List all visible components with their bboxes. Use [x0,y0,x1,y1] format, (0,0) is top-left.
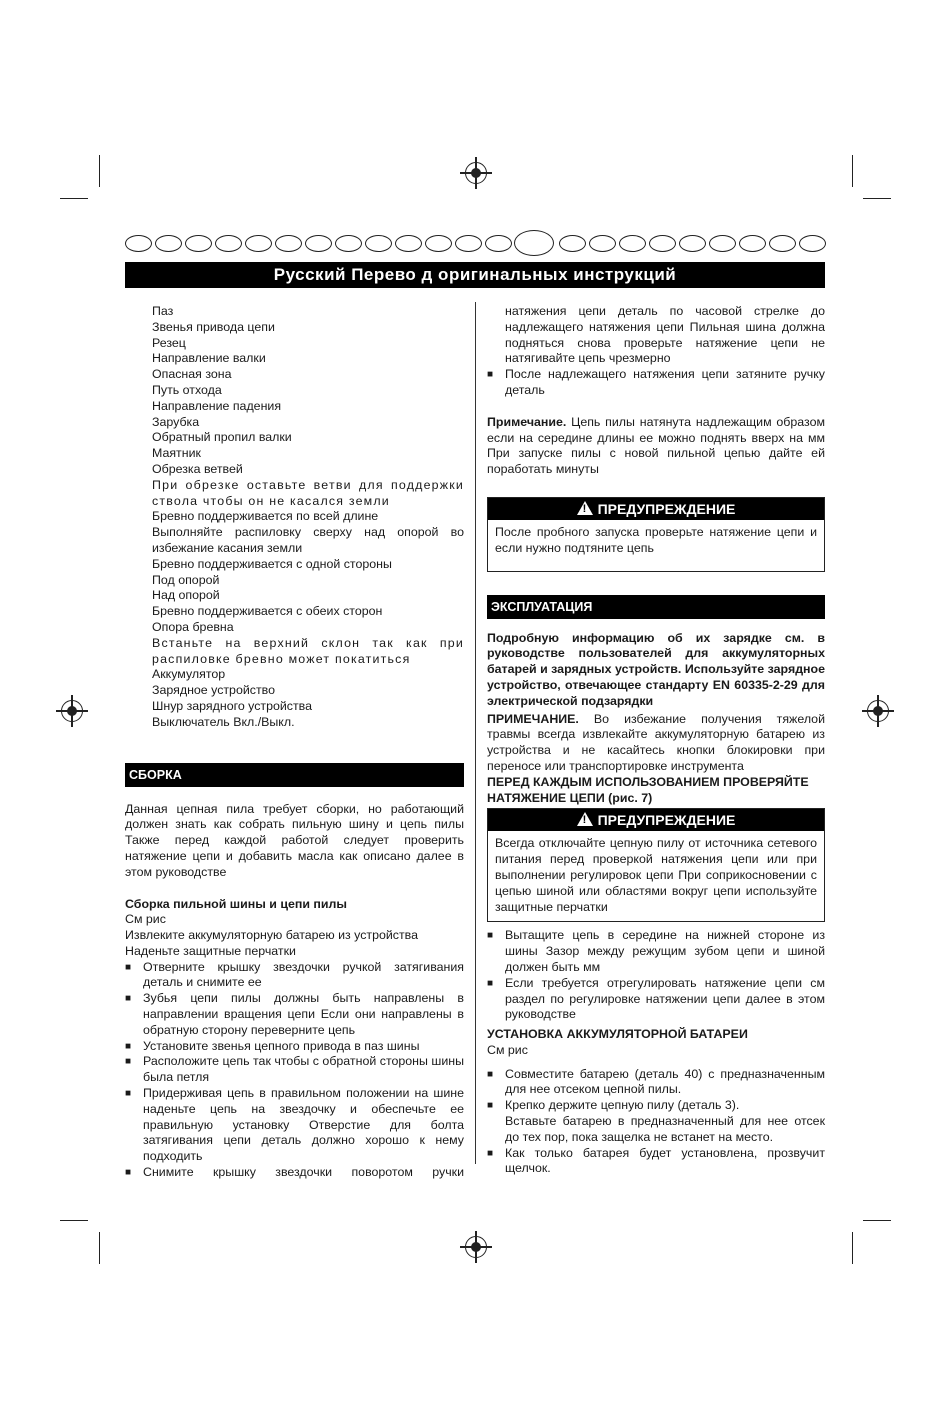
left-column [125,304,464,1181]
assembly-intro: Данная цепная пила требует сборки, но работающий должен знать как собрать пильную шину и цепь пилы Также перед каждой работой следует проверить натяжение цепи и добавить масла как описано далее в этом руководстве [125,801,464,879]
legend-item: Маятник [152,446,201,461]
crop-mark [852,1232,853,1264]
list-item-text: Крепко держите цепную пилу (деталь 3). [505,1098,740,1113]
legend-item: Направление валки [152,351,266,366]
language-oval [799,235,826,252]
tension-text: натяжения цепи деталь по часовой стрелке до надлежащего натяжения цепи Пильная шина должна подняться снова проверьте натяжение цепи не натягивайте цепь чрезмерно [505,304,825,366]
note-text: Во избежание получения тяжелой травмы всегда извлекайте аккумуляторную батарею из устройства и не касайтесь кнопки блокировки при переносе или транспортировке инструмента [487,711,825,773]
language-oval [425,235,452,252]
language-oval [559,235,586,252]
note-text: Цепь пилы натянута надлежащим образом если на середине длины ее можно поднять вверх на мм При запуске пилы с новой пильной цепью дайте ей поработать минуты [487,414,825,477]
legend-item: Паз [152,304,174,318]
crop-mark [863,198,891,199]
language-oval [155,235,182,252]
language-oval [769,235,796,252]
warning-title: ПРЕДУПРЕЖДЕНИЕ [597,500,736,517]
note [487,712,825,775]
language-oval [485,235,512,252]
legend-item: Встаньте на верхний склон так как при распиловке бревно может покатиться [152,635,464,666]
list-item: ■ Расположите цепь так чтобы с обратной стороны шины была петля [125,1054,464,1086]
language-oval [245,235,272,252]
column-divider [475,302,476,1164]
page-title: Русский Перево д оригинальных инструкций [125,262,825,288]
language-oval [365,235,392,252]
list-item: ■ Как только батарея будет установлена, прозвучит щелчок. [487,1146,825,1178]
assembly-line: Извлеките аккумуляторную батарею из устройства [125,928,419,943]
registration-mark-icon [465,162,487,184]
list-item: ■ Совместите батарею (деталь 40) с предназначенным для нее отсеком цепной пилы. [487,1067,825,1099]
language-oval [679,235,706,252]
right-column [487,304,825,1177]
language-tabs [125,232,825,256]
list-item: ■ Придерживая цепь в правильном положении на шине наденьте цепь на звездочку и обеспечьте ее правильную установку Отверстие для болта затягивания цепи деталь должно хорошо к нему подходить [125,1086,464,1165]
legend-item: Бревно поддерживается с одной стороны [152,556,392,571]
warning-icon [577,812,593,826]
legend-item: Путь отхода [152,382,222,397]
legend-item: Над опорой [152,588,220,603]
crop-mark [863,1220,891,1221]
list-item: ■ Вытащите цепь в середине на нижней стороне из шины Зазор между режущим зубом цепи и шиной должен быть мм [487,928,825,975]
legend-item: Звенья привода цепи [152,319,275,334]
legend-item: Опора бревна [152,619,234,634]
legend-item: Шнур зарядного устройства [152,698,313,713]
note-label: Примечание. [487,414,567,429]
figure-reference: См рис [125,912,166,927]
language-oval [739,235,766,252]
list-item-text: Вставьте батарею в предназначенный для нее отсек до тех пор, пока защелка не встанет на место. [505,1114,825,1144]
list-item: ■ Снимите крышку звездочки поворотом ручки [125,1165,464,1181]
battery-steps [487,1067,825,1178]
section-heading-assembly: СБОРКА [125,763,464,787]
legend-item: Обрезка ветвей [152,461,243,476]
legend-item: Зарубка [152,414,200,429]
legend-item: При обрезке оставьте ветви для поддержки ствола чтобы он не касался земли [152,477,464,508]
language-oval [305,235,332,252]
language-oval [709,235,736,252]
list-item: ■ Отверните крышку звездочки ручкой затягивания деталь и снимите ее [125,960,464,992]
legend-item: Зарядное устройство [152,683,275,698]
language-oval [275,235,302,252]
language-oval [589,235,616,252]
legend-item: Опасная зона [152,367,232,382]
list-item: ■ После надлежащего натяжения цепи затяните ручку деталь [487,367,825,399]
legend-item: Выполняйте распиловку сверху над опорой во избежание касания земли [152,525,464,555]
language-oval [619,235,646,252]
list-item: ■ Зубья цепи пилы должны быть направлены в направлении вращения цепи Если они направлены в обратную сторону переверните цепь [125,991,464,1038]
registration-mark-icon [61,700,83,722]
warning-header [488,498,824,520]
language-oval [455,235,482,252]
note [487,415,825,478]
legend-item: Бревно поддерживается по всей длине [152,509,379,524]
note-label: ПРИМЕЧАНИЕ. [487,711,579,726]
assembly-subheading: Сборка пильной шины и цепи пилы [125,896,347,911]
list-item: ■ Установите звенья цепного привода в паз шины [125,1039,464,1055]
warning-text: Всегда отключайте цепную пилу от источника сетевого питания перед проверкой натяжения цепи или при выполнении регулировок цепи При соприкосновении с цепью шиной или областями вокруг цепи используйте защитные перчатки [495,836,817,914]
tension-steps [487,367,825,399]
figure-reference: См рис [487,1042,528,1057]
registration-mark-icon [867,700,889,722]
crop-mark [99,155,100,187]
legend-item: Бревно поддерживается с обеих сторон [152,604,383,619]
list-item [487,1098,825,1145]
legend-item: Направление падения [152,398,282,413]
warning-icon [577,501,593,515]
assembly-line: Наденьте защитные перчатки [125,943,296,958]
before-use-heading: ПЕРЕД КАЖДЫМ ИСПОЛЬЗОВАНИЕМ ПРОВЕРЯЙТЕ НАТЯЖЕНИЕ ЦЕПИ (рис. 7) [487,774,809,805]
list-item: ■ Если требуется отрегулировать натяжение цепи см раздел по регулировке натяжении цепи далее в этом руководстве [487,976,825,1023]
check-steps [487,928,825,1023]
charging-info: Подробную информацию об их зарядке см. в руководстве пользователей для аккумуляторных батарей и зарядных устройств. Используйте зарядное устройство, отвечающее стандарту EN 60335-2-29 для электрической подзарядки [487,630,825,708]
warning-header [488,809,824,831]
warning-box [487,497,825,572]
legend-item: Под опорой [152,572,220,587]
warning-title: ПРЕДУПРЕЖДЕНИЕ [597,812,736,829]
language-oval [395,235,422,252]
figure-legend [125,304,464,731]
legend-item: Резец [152,335,186,350]
section-heading-operation: ЭКСПЛУАТАЦИЯ [487,595,825,619]
assembly-steps [125,960,464,1181]
language-oval [125,235,152,252]
warning-text: После пробного запуска проверьте натяжение цепи и если нужно подтяните цепь [495,524,817,555]
battery-heading: УСТАНОВКА АККУМУЛЯТОРНОЙ БАТАРЕИ [487,1027,748,1042]
crop-mark [60,198,88,199]
warning-box [487,808,825,922]
language-oval [215,235,242,252]
crop-mark [60,1220,88,1221]
legend-item: Выключатель Вкл./Выкл. [152,714,295,729]
legend-item: Аккумулятор [152,667,226,682]
language-oval [335,235,362,252]
registration-mark-icon [465,1236,487,1258]
language-oval-current [514,230,554,256]
crop-mark [852,155,853,187]
language-oval [649,235,676,252]
legend-item: Обратный пропил валки [152,430,292,445]
language-oval [185,235,212,252]
crop-mark [99,1232,100,1264]
